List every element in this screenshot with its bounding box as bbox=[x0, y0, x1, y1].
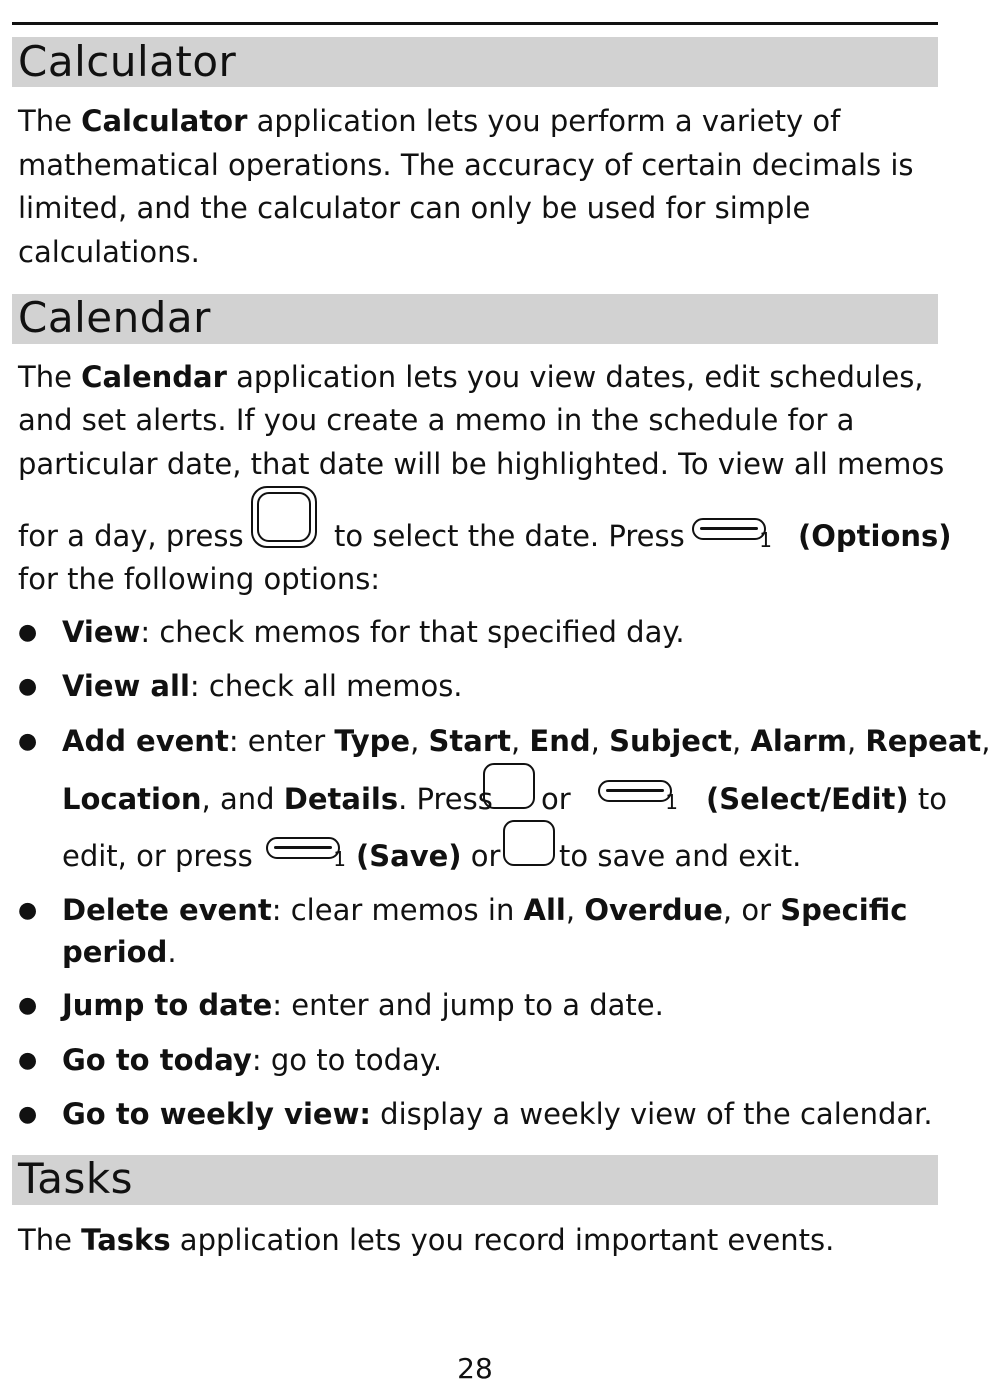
page-number: 28 bbox=[457, 1352, 493, 1385]
list-item-view-all: View all: check all memos. bbox=[62, 669, 463, 703]
add-event-line-2: Location, and Details. Press bbox=[62, 782, 493, 816]
top-rule bbox=[12, 22, 938, 25]
tasks-paragraph: The Tasks application lets you record important events. bbox=[18, 1223, 835, 1257]
left-softkey-icon: 1 bbox=[692, 518, 772, 550]
save-text: (Save) or bbox=[356, 839, 501, 873]
list-item-go-to-today: Go to today: go to today. bbox=[62, 1043, 443, 1077]
options-label: (Options) bbox=[798, 519, 952, 553]
bullet-icon: ● bbox=[18, 620, 38, 645]
list-item-add-event: Add event: enter Type, Start, End, Subject, Alarm, Repeat, bbox=[62, 724, 990, 758]
ok-key-icon bbox=[483, 763, 535, 809]
calendar-intro-line-3: particular date, that date will be highlighted. To view all memos bbox=[18, 447, 945, 481]
bullet-icon: ● bbox=[18, 993, 38, 1018]
calendar-intro-line-4: for a day, press bbox=[18, 519, 244, 553]
left-softkey-icon: 1 bbox=[266, 837, 346, 869]
calendar-intro-line-4b: to select the date. Press bbox=[334, 519, 685, 553]
ok-key-icon bbox=[503, 820, 555, 866]
calculator-heading: Calculator bbox=[12, 37, 938, 87]
list-item-delete-event: Delete event: clear memos in All, Overdue, or Specific bbox=[62, 893, 908, 927]
bullet-icon: ● bbox=[18, 1048, 38, 1073]
calendar-intro-line-1: The Calendar application lets you view dates, edit schedules, bbox=[18, 360, 924, 394]
delete-event-line-2: period. bbox=[62, 935, 177, 969]
bullet-icon: ● bbox=[18, 1102, 38, 1127]
add-event-line-3: edit, or press bbox=[62, 839, 253, 873]
bullet-icon: ● bbox=[18, 674, 38, 699]
calendar-heading: Calendar bbox=[12, 294, 938, 344]
left-softkey-icon: 1 bbox=[598, 780, 678, 812]
or-text: or bbox=[541, 782, 571, 816]
bullet-icon: ● bbox=[18, 729, 38, 754]
list-item-view: View: check memos for that specified day. bbox=[62, 615, 685, 649]
save-exit-text: to save and exit. bbox=[559, 839, 802, 873]
ok-key-icon bbox=[251, 486, 317, 548]
tasks-heading: Tasks bbox=[12, 1155, 938, 1205]
calculator-paragraph: The Calculator application lets you perform a variety of mathematical operations. The accuracy of certain decimals is limited, and the calculator can only be used for simple calculations. bbox=[18, 104, 914, 269]
calendar-intro-line-5: for the following options: bbox=[18, 562, 381, 596]
list-item-jump-to-date: Jump to date: enter and jump to a date. bbox=[62, 988, 664, 1022]
select-edit-text: (Select/Edit) to bbox=[706, 782, 948, 816]
calendar-intro-line-2: and set alerts. If you create a memo in the schedule for a bbox=[18, 403, 855, 437]
list-item-go-to-weekly-view: Go to weekly view: display a weekly view of the calendar. bbox=[62, 1097, 933, 1131]
bullet-icon: ● bbox=[18, 898, 38, 923]
